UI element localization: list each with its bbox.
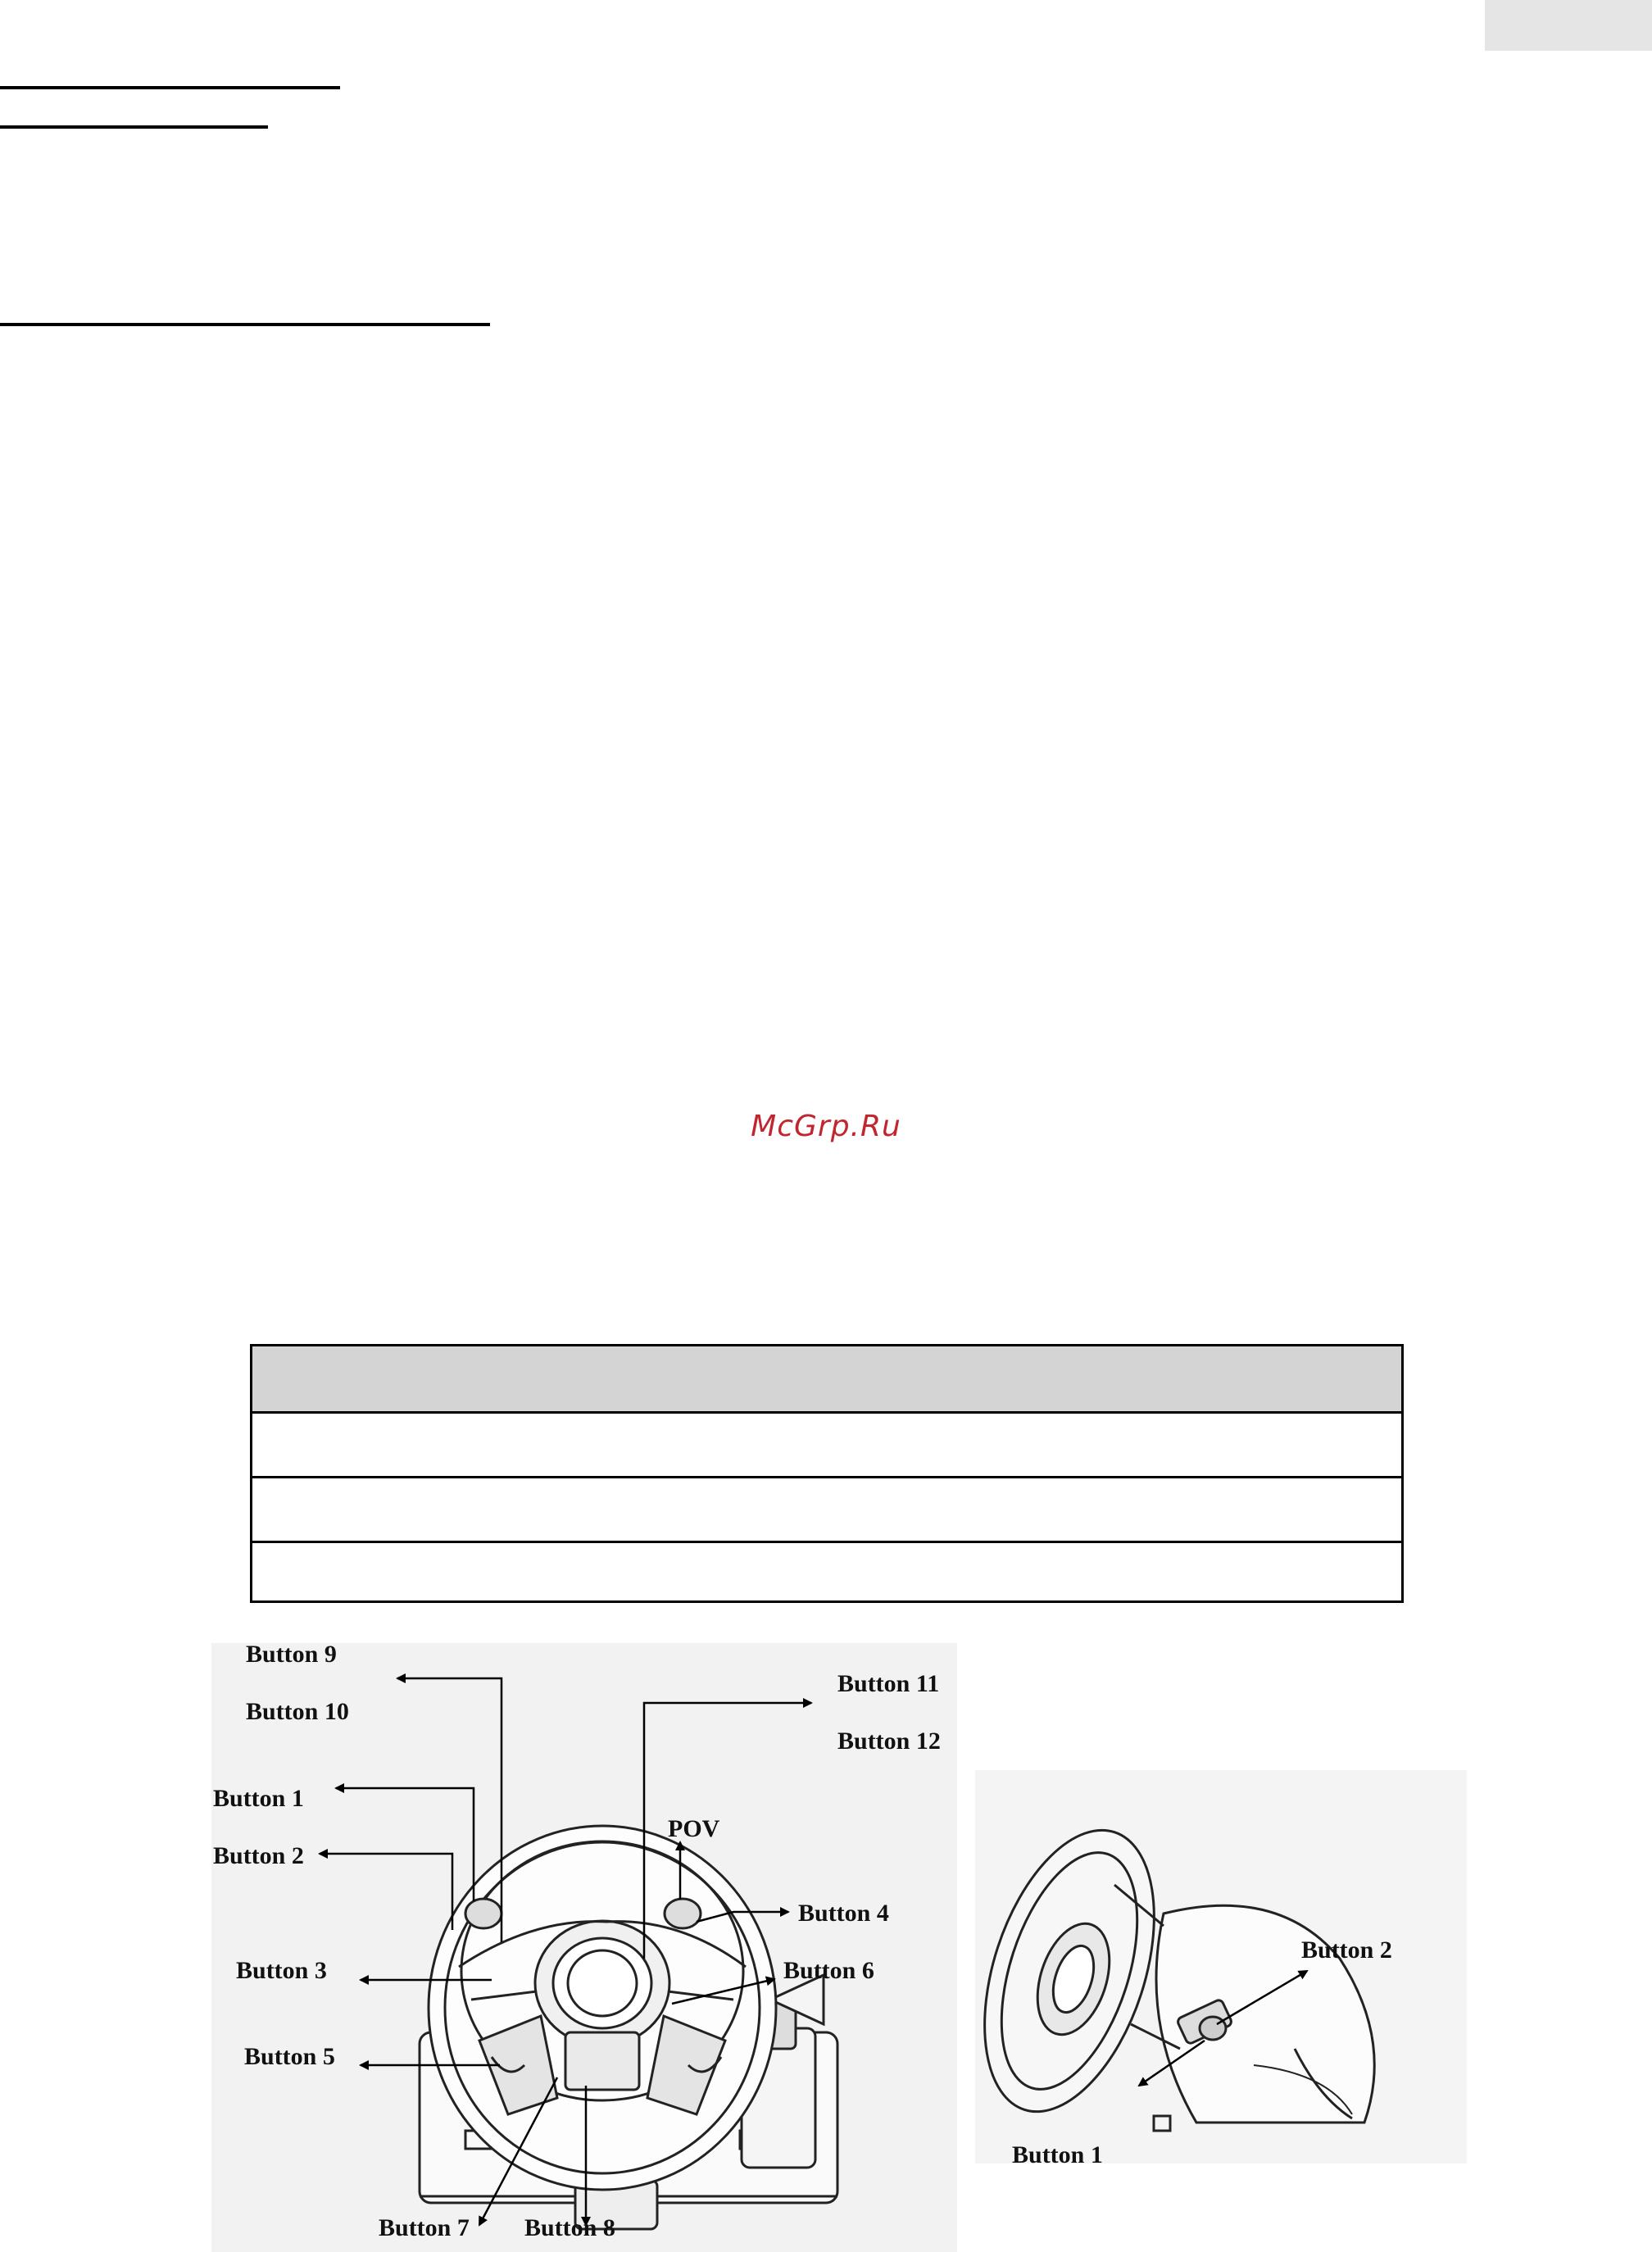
label-button-11: Button 11 (837, 1670, 940, 1697)
watermark: McGrp.Ru (751, 1110, 901, 1143)
label-button-7: Button 7 (379, 2214, 470, 2241)
label-button-4: Button 4 (798, 1900, 889, 1927)
label-button-3: Button 3 (236, 1957, 327, 1984)
steering-wheel (429, 1826, 776, 2190)
label-pov: POV (668, 1815, 720, 1842)
label-button-8: Button 8 (524, 2214, 615, 2241)
side-view-wheel (952, 1809, 1374, 2132)
label-side-button-1: Button 1 (1012, 2141, 1103, 2168)
label-button-6: Button 6 (783, 1957, 874, 1984)
label-button-10: Button 10 (246, 1698, 349, 1725)
label-button-1: Button 1 (213, 1785, 304, 1812)
label-button-12: Button 12 (837, 1728, 941, 1755)
label-button-9: Button 9 (246, 1641, 337, 1668)
label-side-button-2: Button 2 (1301, 1936, 1392, 1964)
label-button-5: Button 5 (244, 2043, 335, 2070)
label-button-2: Button 2 (213, 1842, 304, 1869)
